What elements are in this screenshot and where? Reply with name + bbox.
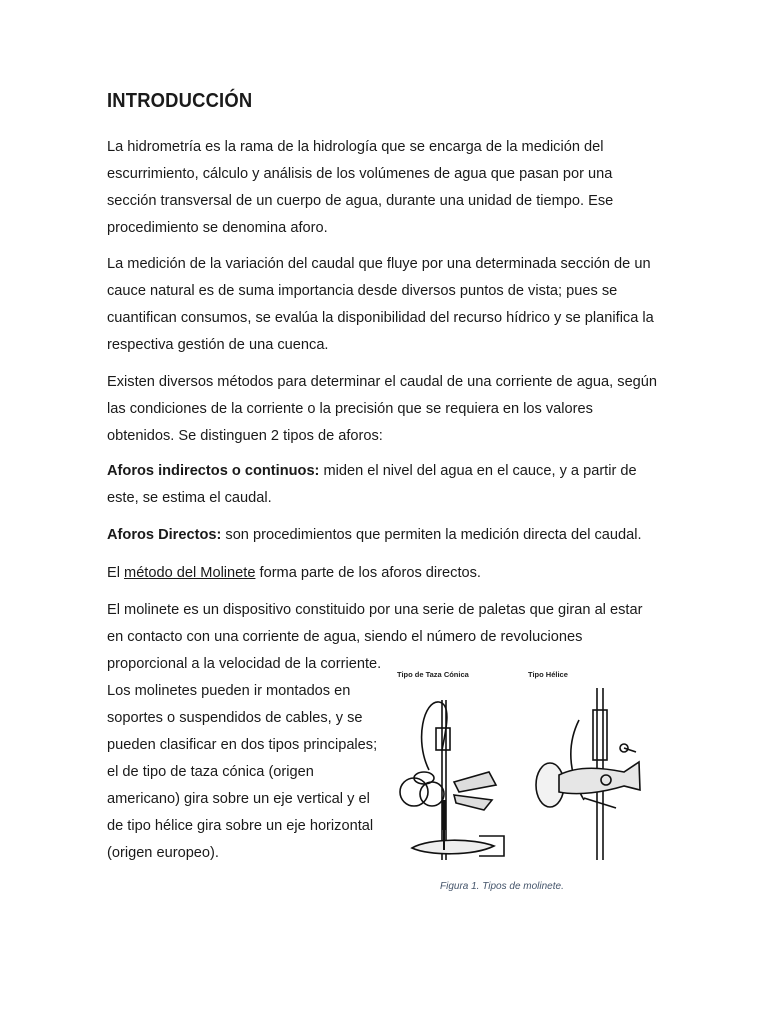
page-title: INTRODUCCIÓN — [107, 90, 253, 112]
paragraph-molinete-metodo — [107, 560, 662, 587]
paragraph-hidrometria: La hidrometría es la rama de la hidrología que se encarga de la medición del escurrimiento, cálculo y análisis de los volúmenes de agua que pasan por una sección transversal de un cuerpo de agua, durante una unidad de tiempo. Ese procedimiento se denomina aforo. — [107, 139, 614, 236]
paragraph-molinete-tipos: proporcional a la velocidad de la corriente. Los molinetes pueden ir montados en soportes o suspendidos de cables, y se pueden clasificar en dos tipos principales; el de tipo de taza cónica (origen americano) gira sobre un eje vertical y el de tipo hélice gira sobre un eje horizontal (origen europeo). — [107, 656, 382, 861]
paragraph-aforos-directos — [107, 522, 662, 549]
cup-meter-drawing — [400, 700, 504, 860]
definition-aforos-directos: son procedimientos que permiten la medición directa del caudal. — [221, 527, 642, 543]
paragraph-aforos-indirectos — [107, 458, 662, 512]
figure-label-taza-conica: Tipo de Taza Cónica — [397, 670, 469, 679]
molinete-figure — [384, 660, 654, 870]
text-prefix: El — [107, 565, 125, 581]
term-aforos-indirectos: Aforos indirectos o continuos: — [107, 463, 320, 479]
paragraph-molinete-def: El molinete es un dispositivo constituido por una serie de paletas que giran al estar en contacto con una corriente de agua, siendo el número de revoluciones — [107, 602, 643, 645]
molinete-illustrations — [384, 660, 654, 870]
molinete-method-link[interactable]: método del Molinete — [124, 565, 256, 581]
propeller-meter-drawing — [536, 688, 640, 860]
term-aforos-directos: Aforos Directos: — [107, 527, 222, 543]
paragraph-metodos: Existen diversos métodos para determinar el caudal de una corriente de agua, según las condiciones de la corriente o la precisión que se requiera en los valores obtenidos. Se distinguen 2 tipos de aforos: — [107, 374, 658, 444]
figure-label-helice: Tipo Hélice — [528, 670, 568, 679]
figure-caption: Figura 1. Tipos de molinete. — [440, 881, 564, 892]
paragraph-caudal: La medición de la variación del caudal que fluye por una determinada sección de un cauce natural es de suma importancia desde diversos puntos de vista; pues se cuantifican consumos, se evalúa la disponibilidad del recurso hídrico y se planifica la respectiva gestión de una cuenca. — [107, 256, 654, 353]
text-suffix: forma parte de los aforos directos. — [255, 565, 481, 581]
definition-aforos-indirectos: miden el nivel del agua en el cauce, y a partir de este, se estima el caudal. — [107, 463, 637, 506]
